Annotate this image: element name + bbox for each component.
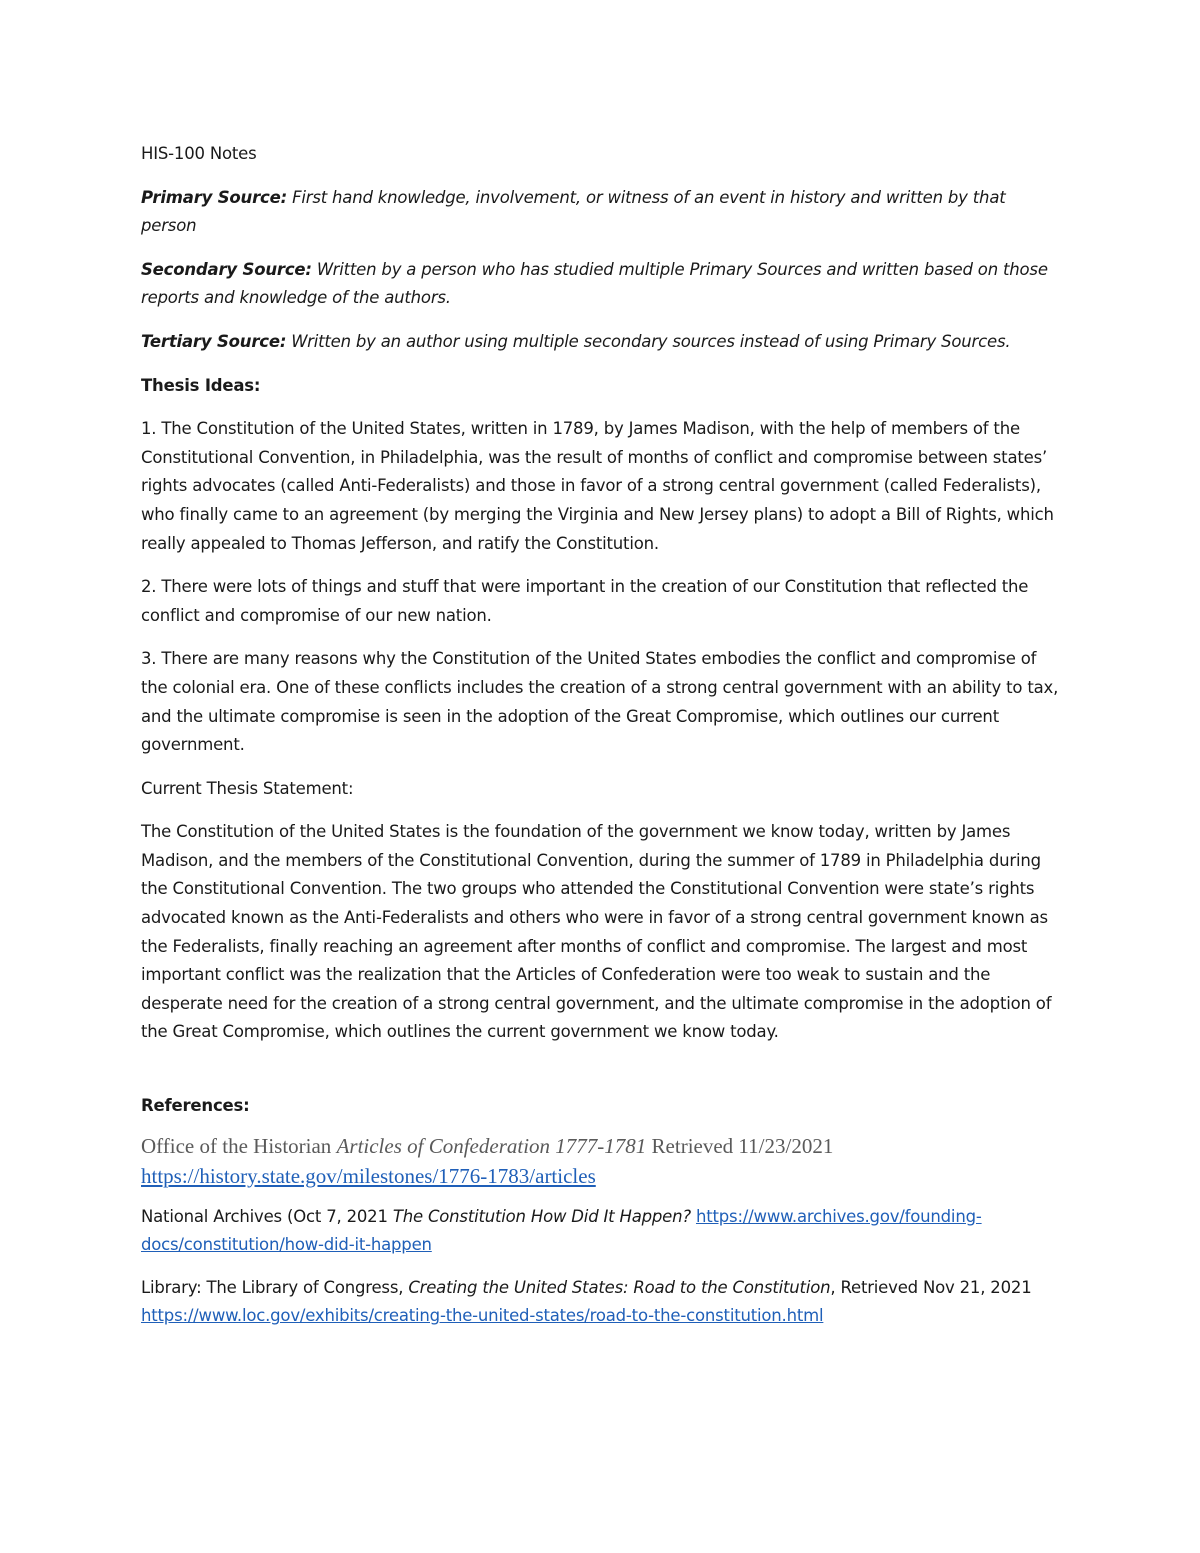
thesis-idea-3: 3. There are many reasons why the Constitution of the United States embodies the conflict and compromise of the colonial era. One of these conflicts includes the creation of a strong central government with an ability to tax, and the ultimate compromise is seen in the adoption of the Great Compromise, which outlines our current government. [141,649,1059,755]
reference-author: Library: The Library of Congress, [141,1277,409,1297]
reference-retrieved: , Retrieved Nov 21, 2021 [830,1277,1032,1297]
definition-text: First hand knowledge, involvement, or witness of an event in history and written by that person [141,187,1006,236]
reference-author: National Archives (Oct 7, 2021 [141,1206,393,1226]
document-title: HIS-100 Notes [141,144,257,163]
reference-link[interactable]: https://history.state.gov/milestones/1776-1783/articles [141,1163,596,1188]
thesis-idea-1: 1. The Constitution of the United States, written in 1789, by James Madison, with the help of members of the Constitutional Convention, in Philadelphia, was the result of months of conflict and compromise between states’ rights advocates (called Anti-Federalists) and those in favor of a strong central government (called Federalists), who finally came to an agreement (by merging the Virginia and New Jersey plans) to adopt a Bill of Rights, which really appealed to Thomas Jefferson, and ratify the Constitution. [141,419,1054,553]
definition-secondary-source [141,256,1061,313]
reference-retrieved: Retrieved 11/23/2021 [646,1133,834,1158]
definition-term: Secondary Source: [141,259,312,279]
reference-title: The Constitution How Did It Happen? [392,1206,691,1226]
reference-library-of-congress [141,1274,1061,1331]
references-heading: References: [141,1096,250,1116]
reference-title: Articles of Confederation 1777-1781 [336,1133,647,1158]
current-thesis-heading: Current Thesis Statement: [141,778,354,798]
definition-text: Written by an author using multiple secondary sources instead of using Primary Sources. [286,331,1011,351]
definition-term: Primary Source: [141,187,288,207]
reference-title: Creating the United States: Road to the Constitution [408,1277,831,1297]
definition-text: Written by a person who has studied multiple Primary Sources and written based on those reports and knowledge of the authors. [141,259,1048,308]
reference-link[interactable]: https://www.loc.gov/exhibits/creating-the-united-states/road-to-the-constitution.html [141,1306,824,1326]
reference-national-archives [141,1203,1061,1260]
reference-author: Office of the Historian [141,1133,337,1158]
thesis-ideas-heading: Thesis Ideas: [141,375,261,395]
reference-link[interactable]: https://www.archives.gov/founding-docs/constitution/how-did-it-happen [141,1206,982,1255]
document-page [141,140,1061,1345]
reference-office-of-historian [141,1131,1061,1191]
definition-tertiary-source [141,328,1061,357]
definition-primary-source [141,184,1061,241]
thesis-idea-2: 2. There were lots of things and stuff that were important in the creation of our Constitution that reflected the conflict and compromise of our new nation. [141,577,1029,625]
current-thesis-statement: The Constitution of the United States is the foundation of the government we know today, written by James Madison, and the members of the Constitutional Convention, during the summer of 1789 in Philadelphia during the Constitutional Convention. The two groups who attended the Constitutional Convention were state’s rights advocated known as the Anti-Federalists and others who were in favor of a strong central government known as the Federalists, finally reaching an agreement after months of conflict and compromise. The largest and most important conflict was the realization that the Articles of Confederation were too weak to sustain and the desperate need for the creation of a strong central government, and the ultimate compromise in the adoption of the Great Compromise, which outlines the current government we know today. [141,822,1052,1042]
definition-term: Tertiary Source: [141,331,287,351]
